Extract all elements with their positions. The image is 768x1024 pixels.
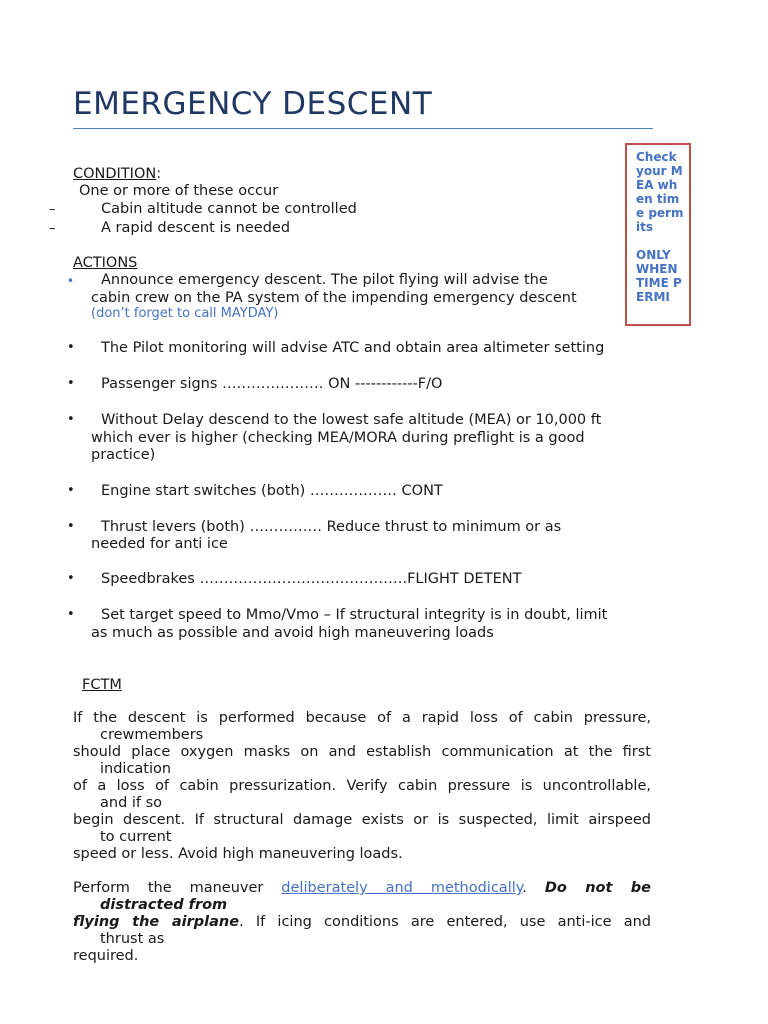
- condition-heading: [73, 165, 161, 183]
- fctm-p2-line-1: [73, 880, 651, 897]
- fctm-heading: FCTM: [82, 677, 122, 693]
- fctm-p2-post-cont: thrust as: [100, 931, 165, 947]
- fctm-line-cont: crewmembers: [100, 727, 204, 743]
- bullet-icon: •: [67, 571, 75, 586]
- bullet-icon: •: [67, 483, 75, 498]
- fctm-line: speed or less. Avoid high maneuvering loads.: [73, 846, 403, 862]
- condition-heading-text: CONDITION: [73, 166, 157, 182]
- bullet-icon: •: [67, 607, 75, 622]
- fctm-line: should place oxygen masks on and establish communication at the first: [73, 744, 651, 760]
- bullet-icon: •: [67, 519, 75, 534]
- bullet-icon: •: [67, 376, 75, 391]
- fctm-paragraph-1: [73, 710, 651, 863]
- action-line: Without Delay descend to the lowest safe altitude (MEA) or 10,000 ft: [101, 412, 602, 428]
- bullet-icon: •: [67, 340, 75, 355]
- bullet-icon: •: [67, 274, 75, 288]
- action-line: as much as possible and avoid high maneuvering loads: [91, 625, 494, 641]
- action-line: Speedbrakes …………………………………….FLIGHT DETENT: [101, 571, 522, 587]
- fctm-p2-pre: Perform the maneuver: [73, 880, 264, 896]
- fctm-p2-line-2: [73, 914, 651, 931]
- action-line: practice): [91, 447, 156, 463]
- action-line: The Pilot monitoring will advise ATC and obtain area altimeter setting: [101, 340, 605, 356]
- deliberately-link[interactable]: deliberately and methodically: [281, 880, 523, 896]
- fctm-p2-emph2: flying the airplane: [73, 914, 240, 930]
- condition-item: Cabin altitude cannot be controlled: [101, 201, 357, 217]
- action-line: Set target speed to Mmo/Vmo – If structural integrity is in doubt, limit: [101, 607, 608, 623]
- condition-item: A rapid descent is needed: [101, 220, 291, 236]
- bullet-icon: •: [67, 412, 75, 427]
- title-rule: [73, 128, 653, 129]
- action-line: needed for anti ice: [91, 536, 228, 552]
- fctm-p2-post: . If icing conditions are entered, use anti-ice and: [239, 914, 651, 930]
- side-note-2: ONLY WHEN TIME PERMI: [636, 248, 682, 304]
- dash-marker: –: [49, 202, 56, 217]
- action-line: Engine start switches (both) ……………… CONT: [101, 483, 443, 499]
- page-title: EMERGENCY DESCENT: [73, 86, 433, 122]
- fctm-p2-period: .: [522, 880, 527, 896]
- fctm-line: of a loss of cabin pressurization. Verify cabin pressure is uncontrollable,: [73, 778, 651, 794]
- side-note-1: Check your MEA when time permits: [636, 150, 684, 234]
- fctm-paragraph-2: [73, 880, 651, 965]
- action-line: cabin crew on the PA system of the impending emergency descent: [91, 290, 577, 306]
- condition-colon: :: [156, 166, 162, 182]
- fctm-p2-emph1-cont: distracted from: [100, 897, 228, 913]
- fctm-line-cont: and if so: [100, 795, 163, 811]
- dash-marker: –: [49, 221, 56, 236]
- action-line: Passenger signs ………………… ON ------------F/O: [101, 376, 443, 392]
- fctm-line-cont: indication: [100, 761, 172, 777]
- fctm-line-cont: to current: [100, 829, 172, 845]
- fctm-line: begin descent. If structural damage exists or is suspected, limit airspeed: [73, 812, 651, 828]
- action-line: which ever is higher (checking MEA/MORA during preflight is a good: [91, 430, 585, 446]
- condition-intro: One or more of these occur: [79, 183, 279, 199]
- actions-heading: ACTIONS: [73, 255, 138, 271]
- action-line: Thrust levers (both) …………… Reduce thrust to minimum or as: [101, 519, 562, 535]
- action-line: Announce emergency descent. The pilot flying will advise the: [101, 272, 548, 288]
- fctm-line: If the descent is performed because of a rapid loss of cabin pressure,: [73, 710, 651, 726]
- mayday-note: (don’t forget to call MAYDAY): [91, 306, 279, 321]
- fctm-p2-emph1: Do not be: [544, 880, 651, 896]
- side-note-box: [625, 143, 691, 326]
- fctm-p2-last: required.: [73, 948, 139, 964]
